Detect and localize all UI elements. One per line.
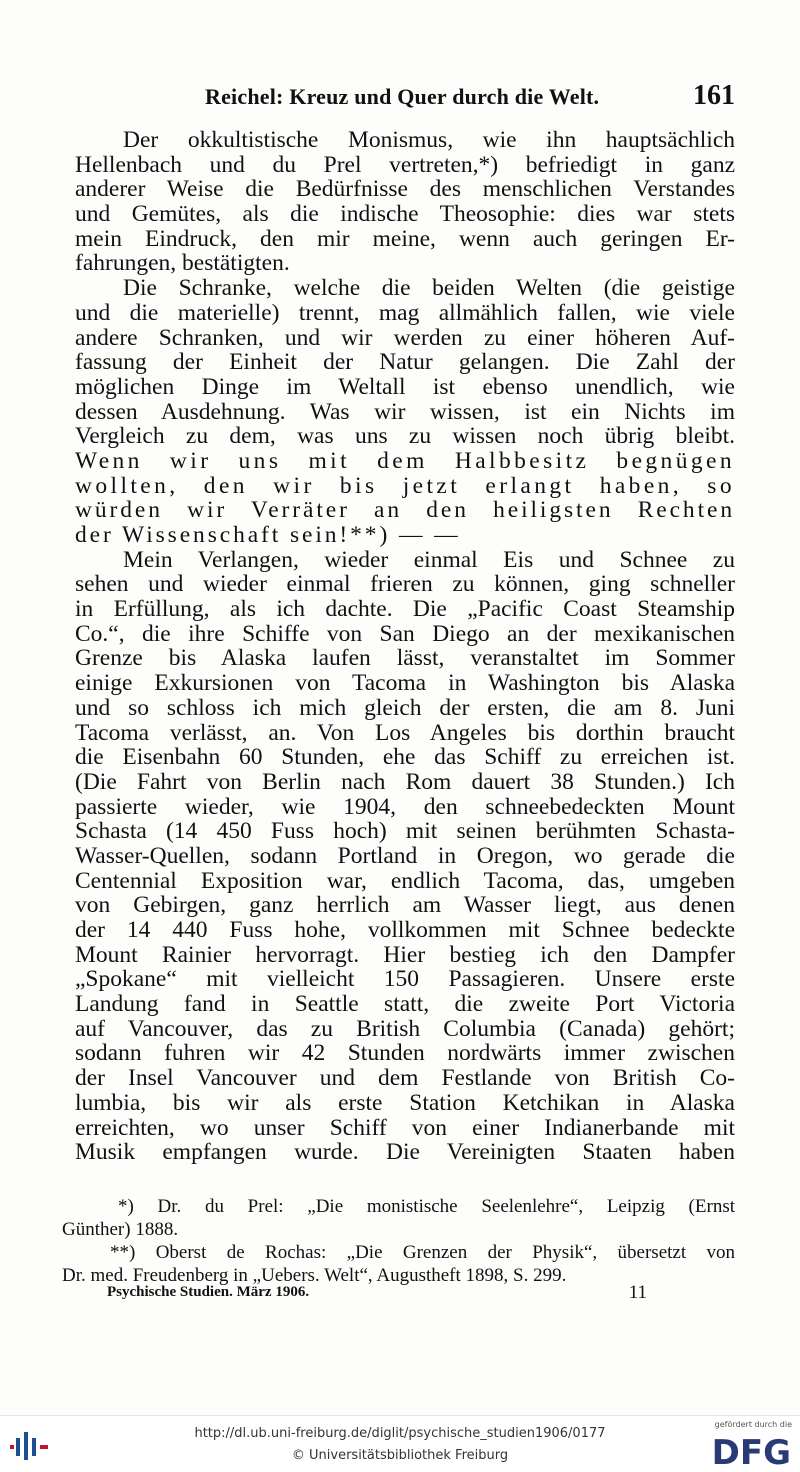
- body-line: Grenze bis Alaska laufen lässt, veranstaltet im Sommer: [75, 645, 735, 672]
- body-line: Tacoma verlässt, an. Von Los Angeles bis dorthin braucht: [75, 719, 735, 746]
- sheet-signature: 11: [628, 1282, 647, 1303]
- body-line: mein Eindruck, den mir meine, wenn auch geringen Er-: [75, 225, 735, 252]
- body-line: dessen Ausdehnung. Was wir wissen, ist ein Nichts im: [75, 398, 735, 425]
- body-line: andere Schranken, und wir werden zu einer höheren Auf-: [75, 324, 735, 351]
- body-line: fassung der Einheit der Natur gelangen. Die Zahl der: [75, 349, 735, 376]
- body-line: Hellenbach und du Prel vertreten,*) befriedigt in ganz: [75, 151, 735, 178]
- body-line: möglichen Dinge im Weltall ist ebenso unendlich, wie: [75, 373, 735, 400]
- body-line: in Erfüllung, als ich dachte. Die „Pacific Coast Steamship: [75, 596, 735, 623]
- body-line: Vergleich zu dem, was uns zu wissen noch übrig bleibt.: [75, 423, 735, 450]
- body-line: Wasser-Quellen, sodann Portland in Oregon, wo gerade die: [75, 842, 735, 869]
- body-line: einige Exkursionen von Tacoma in Washington bis Alaska: [75, 670, 735, 697]
- body-line: Die Schranke, welche die beiden Welten (die geistige: [123, 275, 735, 302]
- body-line: und Gemütes, als die indische Theosophie: dies war stets: [75, 201, 735, 228]
- body-line: fahrungen, bestätigten.: [75, 250, 290, 277]
- footnote-line: **) Oberst de Rochas: „Die Grenzen der Physik“, übersetzt von: [110, 1242, 735, 1263]
- dfg-caption: gefördert durch die: [714, 1420, 792, 1429]
- body-line: Mein Verlangen, wieder einmal Eis und Schnee zu: [123, 546, 735, 573]
- body-line-spaced: Wenn wir uns mit dem Halbbesitz begnügen: [75, 447, 735, 474]
- permalink-url[interactable]: http://dl.ub.uni-freiburg.de/diglit/psychische_studien1906/0177: [194, 1426, 606, 1441]
- body-line: passierte wieder, wie 1904, den schneebedeckten Mount: [75, 793, 735, 820]
- body-line: Schasta (14 450 Fuss hoch) mit seinen berühmten Schasta-: [75, 818, 735, 845]
- body-line-spaced: der Wissenschaft sein!**) — —: [75, 522, 461, 548]
- body-line: anderer Weise die Bedürfnisse des menschlichen Verstandes: [75, 176, 735, 203]
- footnotes: [62, 1195, 735, 1287]
- page-number: 161: [693, 80, 735, 111]
- copyright-notice: © Universitätsbibliothek Freiburg: [291, 1448, 509, 1463]
- body-line: Mount Rainier hervorragt. Hier bestieg ich den Dampfer: [75, 941, 735, 968]
- body-line: Landung fand in Seattle statt, die zweite Port Victoria: [75, 991, 735, 1018]
- body-line: die Eisenbahn 60 Stunden, ehe das Schiff zu erreichen ist.: [75, 744, 735, 771]
- running-head: [205, 80, 735, 114]
- body-line: Co.“, die ihre Schiffe von San Diego an der mexikanischen: [75, 620, 735, 647]
- body-line: auf Vancouver, das zu British Columbia (Canada) gehört;: [75, 1015, 735, 1042]
- body-text: [75, 128, 735, 1165]
- body-line: von Gebirgen, ganz herrlich am Wasser liegt, aus denen: [75, 892, 735, 919]
- footnote-line: *) Dr. du Prel: „Die monistische Seelenlehre“, Leipzig (Ernst: [118, 1196, 735, 1217]
- body-line: der 14 440 Fuss hohe, vollkommen mit Schnee bedeckte: [75, 917, 735, 943]
- journal-signature: Psychische Studien. März 1906.: [107, 1284, 310, 1300]
- body-line: erreichten, wo unser Schiff von einer Indianerbande mit: [75, 1114, 735, 1141]
- body-line: der Insel Vancouver und dem Festlande von British Co-: [75, 1065, 735, 1092]
- viewer-footer: [0, 1415, 800, 1472]
- body-line: sehen und wieder einmal frieren zu können, ging schneller: [75, 571, 735, 598]
- dfg-logo-icon: [710, 1432, 792, 1468]
- running-title: Reichel: Kreuz und Quer durch die Welt.: [205, 84, 600, 109]
- dfg-logo-text: DFG: [711, 1433, 791, 1468]
- body-line: Der okkultistische Monismus, wie ihn hauptsächlich: [123, 127, 735, 153]
- body-line: lumbia, bis wir als erste Station Ketchikan in Alaska: [75, 1089, 735, 1116]
- body-line: „Spokane“ mit vielleicht 150 Passagieren. Unsere erste: [75, 966, 735, 993]
- footnote-line: Dr. med. Freudenberg in „Uebers. Welt“, Augustheft 1898, S. 299.: [62, 1265, 567, 1286]
- body-line-spaced: würden wir Verräter an den heiligsten Rechten: [75, 497, 735, 524]
- footnote-line: Günther) 1888.: [62, 1219, 179, 1240]
- body-line: und die materielle) trennt, mag allmählich fallen, wie viele: [75, 299, 735, 326]
- dfg-funding-badge[interactable]: [706, 1420, 792, 1470]
- body-line: Centennial Exposition war, endlich Tacoma, das, umgeben: [75, 867, 735, 894]
- body-line: Musik empfangen wurde. Die Vereinigten Staaten haben: [75, 1139, 735, 1166]
- body-line: sodann fuhren wir 42 Stunden nordwärts immer zwischen: [75, 1040, 735, 1067]
- body-line: (Die Fahrt von Berlin nach Rom dauert 38 Stunden.) Ich: [75, 768, 735, 795]
- body-line: und so schloss ich mich gleich der ersten, die am 8. Juni: [75, 694, 735, 721]
- body-line-spaced: wollten, den wir bis jetzt erlangt haben, so: [75, 472, 735, 499]
- signature-line: [107, 1282, 647, 1308]
